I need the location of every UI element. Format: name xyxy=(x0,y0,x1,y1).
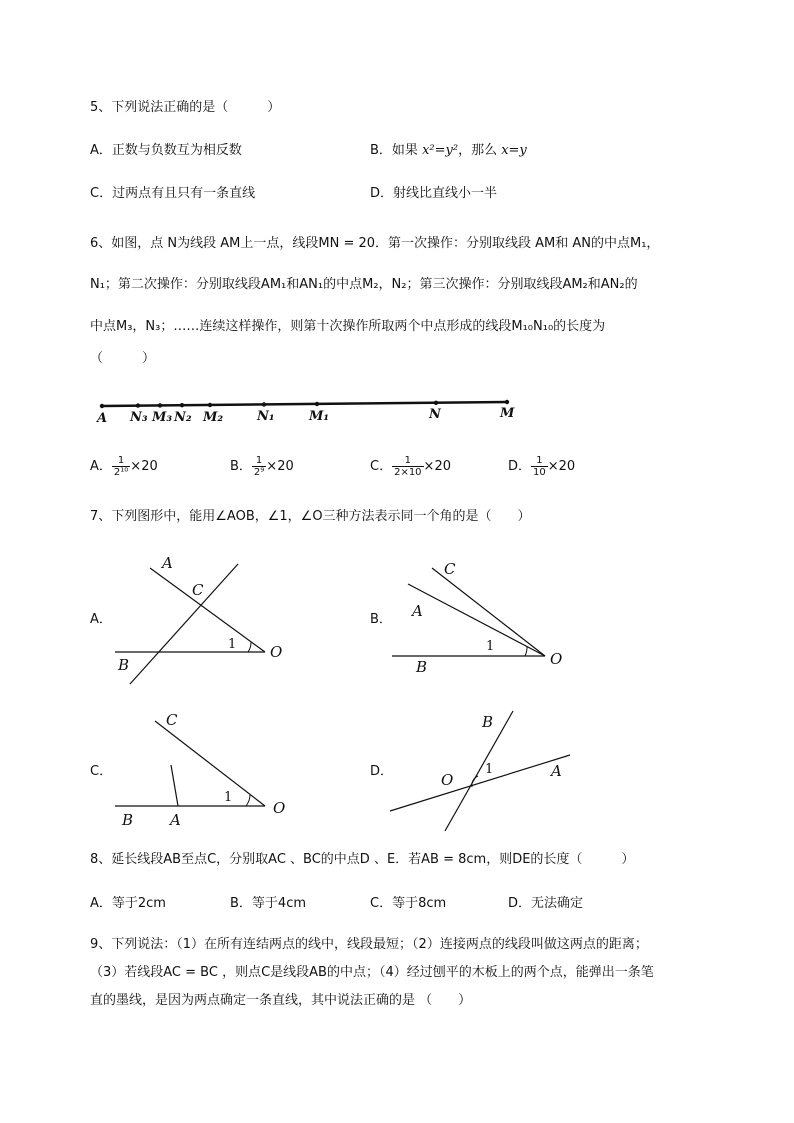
q6-option-c: C． $\frac{1}{2\times 10}$ ×20 xyxy=(370,455,451,478)
fig-b-label-o: O xyxy=(550,650,563,668)
q6-stem-line1: 6、如图，点 N为线段 AM上一点，线段MN = 20．第一次操作：分别取线段 AM和 AN的中点M₁， xyxy=(90,236,660,251)
fig-b-label-c: C xyxy=(444,560,456,578)
fig-a-label-b: B xyxy=(118,656,130,674)
q6-stem-line2: N₁；第二次操作：分别取线段AM₁和AN₁的中点M₂，N₂；第三次操作：分别取线段AM₂和AN₂的 xyxy=(90,277,638,292)
fig-b-label-a: A xyxy=(412,602,423,620)
point-m3-label: M₃ xyxy=(152,410,173,425)
point-n3-label: N₃ xyxy=(130,410,148,425)
q7-figure-d xyxy=(385,705,585,835)
fig-d-angle-1: 1 xyxy=(485,762,494,777)
q6-option-d: D． $\frac{1}{10}$ ×20 xyxy=(508,455,576,478)
q6-option-a: A． $\frac{1}{\text{2¹⁰}}$ ×20 xyxy=(90,455,158,478)
fig-a-angle-1: 1 xyxy=(228,637,237,652)
fig-d-label-b: B xyxy=(482,713,494,731)
q7-option-b-label: B． xyxy=(370,612,392,627)
q7-stem: 7、下列图形中，能用∠AOB，∠1，∠O三种方法表示同一个角的是（ ） xyxy=(90,509,531,524)
q8-option-d: D．无法确定 xyxy=(508,896,584,911)
q7-option-a-label: A． xyxy=(90,612,112,627)
fig-d-label-o: O xyxy=(441,771,454,789)
q9-stem-line1: 9、下列说法：（1）在所有连结两点的线中，线段最短；（2）连接两点的线段叫做这两点的距离； xyxy=(90,937,648,952)
fig-a-label-a: A xyxy=(162,554,173,572)
point-m1-label: M₁ xyxy=(309,409,330,424)
q5-stem: 5、下列说法正确的是（ ） xyxy=(90,100,281,115)
fig-a-label-o: O xyxy=(270,643,283,661)
fig-d-label-a: A xyxy=(551,762,562,780)
q6-stem-line3: 中点M₃，N₃；……连续这样操作，则第十次操作所取两个中点形成的线段M₁₀N₁₀的长度为 xyxy=(90,319,606,334)
q5-option-c: C．过两点有且只有一条直线 xyxy=(90,186,256,201)
q6-option-b: B． $\frac{1}{\text{2⁹}}$ ×20 xyxy=(230,455,294,478)
point-n2-label: N₂ xyxy=(174,410,192,425)
point-m2-label: M₂ xyxy=(203,410,224,425)
q6-segment-figure xyxy=(0,390,794,430)
fig-c-label-o: O xyxy=(273,799,286,817)
point-a-label: A xyxy=(97,411,108,426)
fig-c-label-c: C xyxy=(166,711,178,729)
q7-figure-c xyxy=(110,705,300,830)
q7-option-d-label: D． xyxy=(370,764,394,779)
point-n-label: N xyxy=(429,407,441,422)
q8-stem: 8、延长线段AB至点C，分别取AC 、BC的中点D 、E．若AB = 8cm，则DE的长度（ ） xyxy=(90,852,635,867)
point-n1-label: N₁ xyxy=(257,409,275,424)
q7-option-c-label: C． xyxy=(90,764,113,779)
fig-c-label-a: A xyxy=(170,811,181,829)
q7-figure-b xyxy=(390,550,580,680)
q6-paren: （ ） xyxy=(90,351,156,366)
fig-b-angle-1: 1 xyxy=(486,639,495,654)
q8-option-c: C．等于8cm xyxy=(370,896,447,911)
q5-option-b: B．如果 x²=y²，那么 x=y xyxy=(370,143,527,158)
q5-option-d: D．射线比直线小一半 xyxy=(370,186,498,201)
q8-option-b: B．等于4cm xyxy=(230,896,307,911)
q9-stem-line3: 直的墨线，是因为两点确定一条直线，其中说法正确的是 （ ） xyxy=(90,993,472,1008)
fig-b-label-b: B xyxy=(416,658,428,676)
q5-option-a: A．正数与负数互为相反数 xyxy=(90,143,242,158)
fig-a-label-c: C xyxy=(192,581,204,599)
fig-c-label-b: B xyxy=(122,811,134,829)
fig-c-angle-1: 1 xyxy=(224,790,233,805)
q8-option-a: A．等于2cm xyxy=(90,896,166,911)
q7-figure-a xyxy=(110,550,300,690)
q9-stem-line2: （3）若线段AC = BC ，则点C是线段AB的中点；（4）经过刨平的木板上的两个点，能弹出一条笔 xyxy=(90,965,654,980)
point-m-label: M xyxy=(500,406,515,421)
